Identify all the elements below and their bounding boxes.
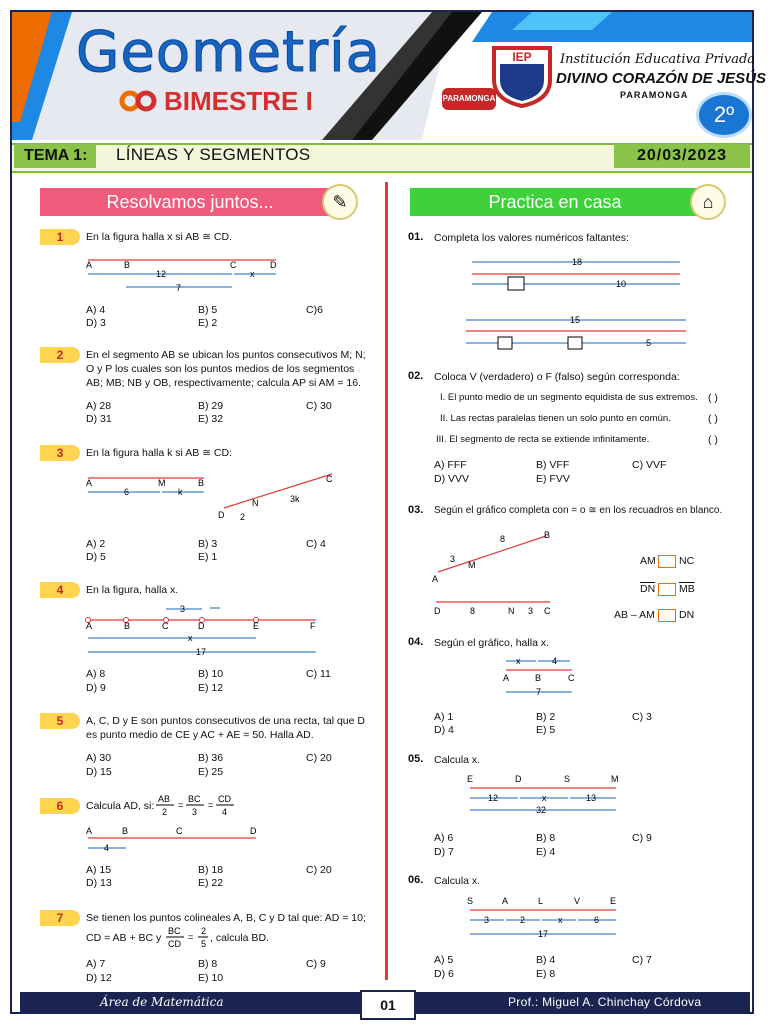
option[interactable]: A) 4 xyxy=(86,304,106,316)
point-label: S xyxy=(564,774,571,784)
section-title-right: Practica en casa xyxy=(410,188,700,216)
school-logo xyxy=(490,44,554,108)
option[interactable]: D) 9 xyxy=(86,682,106,694)
length-label: 15 xyxy=(570,315,581,325)
point-label: F xyxy=(310,621,316,631)
length-label: 4 xyxy=(552,656,558,666)
point-label: D xyxy=(434,606,441,616)
statement: II. Las rectas paralelas tienen un solo punto en común. xyxy=(440,413,671,424)
length-label: 2 xyxy=(240,512,246,522)
option[interactable]: A) 28 xyxy=(86,400,112,412)
point-label: A xyxy=(432,574,439,584)
point-label: N xyxy=(252,498,259,508)
segment-figure xyxy=(80,826,280,856)
segment-figure xyxy=(466,252,696,356)
option[interactable]: C) 4 xyxy=(306,538,326,550)
length-label: 7 xyxy=(176,283,182,293)
fraction-den: 5 xyxy=(201,939,207,949)
point-label: N xyxy=(508,606,515,616)
column-divider xyxy=(385,182,388,980)
option[interactable]: E) 12 xyxy=(198,682,224,694)
problem-number: 1 xyxy=(40,229,80,245)
option[interactable]: B) 3 xyxy=(198,538,218,550)
option[interactable]: A) 15 xyxy=(86,864,112,876)
option[interactable]: E) FVV xyxy=(536,473,570,485)
option[interactable]: D) 6 xyxy=(434,968,454,980)
problem-number: 02. xyxy=(408,370,424,382)
option[interactable]: A) 2 xyxy=(86,538,106,550)
problem-text: Calcula x. xyxy=(434,875,481,887)
point-label: C xyxy=(230,260,237,270)
point-label: V xyxy=(574,896,581,906)
problem-text: Según el gráfico completa con = o ≅ en los recuadros en blanco. xyxy=(434,505,723,516)
length-label: 4 xyxy=(104,843,110,853)
option[interactable]: B) 36 xyxy=(198,752,224,764)
point-label: A xyxy=(86,826,93,836)
option[interactable]: E) 25 xyxy=(198,766,224,778)
footer-teacher: Prof.: Miguel A. Chinchay Córdova xyxy=(508,995,702,1009)
answer-box[interactable] xyxy=(658,555,676,568)
option[interactable]: A) 6 xyxy=(434,832,454,844)
option[interactable]: C)6 xyxy=(306,304,323,316)
problem-text: En la figura halla k si AB ≅ CD: xyxy=(86,447,232,459)
relation-left: AM xyxy=(640,555,656,567)
option[interactable]: B) 29 xyxy=(198,400,224,412)
option[interactable]: C) 9 xyxy=(632,832,652,844)
option[interactable]: A) 7 xyxy=(86,958,106,970)
option[interactable]: E) 4 xyxy=(536,846,556,858)
length-label: 3 xyxy=(528,606,534,616)
option[interactable]: D) 31 xyxy=(86,413,112,425)
point-label: A xyxy=(86,621,93,631)
problem-text: En la figura halla x si AB ≅ CD. xyxy=(86,231,232,243)
point-label: B xyxy=(198,478,205,488)
option[interactable]: A) 8 xyxy=(86,668,106,680)
length-label: 12 xyxy=(488,793,499,803)
answer-box[interactable] xyxy=(658,609,676,622)
house-icon: ⌂ xyxy=(690,184,726,220)
option[interactable]: E) 8 xyxy=(536,968,556,980)
point-label: B xyxy=(124,260,131,270)
problem-text: Completa los valores numéricos faltantes: xyxy=(434,232,629,244)
length-label: 12 xyxy=(156,269,167,279)
point-label: A xyxy=(86,478,93,488)
option[interactable]: D) 15 xyxy=(86,766,112,778)
problem-text: CD = AB + BC y xyxy=(86,932,162,944)
option[interactable]: C) 9 xyxy=(306,958,326,970)
section-title-left: Resolvamos juntos... xyxy=(40,188,340,216)
option[interactable]: C) 30 xyxy=(306,400,332,412)
point-label: B xyxy=(124,621,131,631)
option[interactable]: D) 7 xyxy=(434,846,454,858)
school-town: PARAMONGA xyxy=(620,90,689,100)
option[interactable]: C) 3 xyxy=(632,711,652,723)
segment-figure xyxy=(496,652,586,700)
point-label: B xyxy=(122,826,129,836)
fraction-num: CD xyxy=(218,794,231,804)
problem-text: Coloca V (verdadero) o F (falso) según corresponda: xyxy=(434,371,680,383)
problem-number: 2 xyxy=(40,347,80,363)
option[interactable]: A) 1 xyxy=(434,711,454,723)
page-number: 01 xyxy=(360,990,416,1020)
point-label: D xyxy=(515,774,522,784)
length-label: x xyxy=(250,269,255,279)
option[interactable]: C) VVF xyxy=(632,459,667,471)
problem-text: Se tienen los puntos colineales A, B, C y D tal que: AD = 10; xyxy=(86,912,366,924)
point-label: E xyxy=(253,621,260,631)
problem-number: 01. xyxy=(408,231,424,243)
fraction-num: 2 xyxy=(201,926,207,936)
fraction-den: 4 xyxy=(222,807,228,817)
option[interactable]: E) 32 xyxy=(198,413,224,425)
option[interactable]: B) 5 xyxy=(198,304,218,316)
school-subtitle: Institución Educativa Privada xyxy=(560,52,756,67)
fraction-num: AB xyxy=(158,794,171,804)
option[interactable]: E) 2 xyxy=(198,317,218,329)
fraction-num: BC xyxy=(188,794,201,804)
segment-figure xyxy=(430,526,590,618)
svg-text:IEP: IEP xyxy=(512,50,532,64)
fraction-den: CD xyxy=(168,939,181,949)
answer-paren[interactable]: ( ) xyxy=(708,392,718,404)
date-badge: 20/03/2023 xyxy=(614,144,750,168)
problem-number: 03. xyxy=(408,504,424,516)
point-label: M xyxy=(611,774,619,784)
svg-text:=: = xyxy=(188,932,194,942)
length-label: 6 xyxy=(594,915,600,925)
length-label: x xyxy=(188,633,193,643)
point-label: D xyxy=(218,510,225,520)
option[interactable]: D) 3 xyxy=(86,317,106,329)
length-label: 8 xyxy=(500,534,506,544)
point-label: M xyxy=(468,560,476,570)
segment-figure xyxy=(464,772,624,820)
point-label: E xyxy=(467,774,474,784)
infinity-icon xyxy=(118,90,158,112)
problem-number: 05. xyxy=(408,753,424,765)
option[interactable]: B) 8 xyxy=(198,958,218,970)
point-label: L xyxy=(538,896,544,906)
problem-text: En el segmento AB se ubican los puntos consecutivos M; N; O y P los cuales son los puntos medios de los segmentos AB; MB; NB y OB, respectivamente; calcula AP si AM = 16. xyxy=(86,349,366,389)
svg-text:=: = xyxy=(208,800,214,810)
option[interactable]: C) 20 xyxy=(306,864,332,876)
relation-right: $\overline{MB}$ xyxy=(679,583,695,595)
problem-number: 4 xyxy=(40,582,80,598)
point-label: A xyxy=(502,896,509,906)
statement: I. El punto medio de un segmento equidista de sus extremos. xyxy=(440,392,698,403)
point-label: A xyxy=(503,673,510,683)
length-label: 6 xyxy=(124,487,130,497)
problem-text: En la figura, halla x. xyxy=(86,584,179,596)
length-label: 10 xyxy=(616,279,627,289)
bimestre-label: BIMESTRE I xyxy=(164,86,313,116)
option[interactable]: C) 20 xyxy=(306,752,332,764)
answer-paren[interactable]: ( ) xyxy=(708,434,718,446)
point-label: C xyxy=(162,621,169,631)
option[interactable]: B) 10 xyxy=(198,668,224,680)
length-label: 3k xyxy=(290,494,300,504)
length-label: 3 xyxy=(484,915,490,925)
option[interactable]: B) 18 xyxy=(198,864,224,876)
length-label: x xyxy=(542,793,547,803)
point-label: M xyxy=(158,478,166,488)
point-label: D xyxy=(250,826,257,836)
option[interactable]: D) 5 xyxy=(86,551,106,563)
option[interactable]: B) 2 xyxy=(536,711,556,723)
length-label: 17 xyxy=(196,647,207,657)
option[interactable]: D) 4 xyxy=(434,724,454,736)
fraction-den: 3 xyxy=(192,807,198,817)
answer-box[interactable] xyxy=(658,583,676,596)
brand-logo: PARAMONGA xyxy=(442,88,496,110)
segment-figure xyxy=(464,894,624,944)
length-label: 13 xyxy=(586,793,597,803)
topic-label: TEMA 1: xyxy=(14,144,96,168)
page-title: Geometría xyxy=(76,20,381,85)
topic-title: LÍNEAS Y SEGMENTOS xyxy=(116,145,311,164)
length-label: 7 xyxy=(536,687,542,697)
length-label: 2 xyxy=(520,915,526,925)
footer-area: Área de Matemática xyxy=(100,995,224,1009)
problem-text: A, C, D y E son puntos consecutivos de una recta, tal que D es punto medio de CE y AC + AE = 50. Halla AD. xyxy=(86,715,365,741)
option[interactable]: C) 7 xyxy=(632,954,652,966)
school-name: DIVINO CORAZÓN DE JESÚS xyxy=(556,70,767,87)
point-label: C xyxy=(176,826,183,836)
option[interactable]: D) 12 xyxy=(86,972,112,984)
problem-text: Calcula x. xyxy=(434,754,481,766)
point-label: B xyxy=(544,530,551,540)
length-label: 17 xyxy=(538,929,549,939)
length-label: x xyxy=(516,656,521,666)
length-label: k xyxy=(178,487,183,497)
relation-right: DN xyxy=(679,609,695,621)
option[interactable]: B) VFF xyxy=(536,459,570,471)
option[interactable]: A) FFF xyxy=(434,459,467,471)
option[interactable]: D) 13 xyxy=(86,877,112,889)
problem-number: 5 xyxy=(40,713,80,729)
point-label: B xyxy=(535,673,542,683)
problem-number: 3 xyxy=(40,445,80,461)
problem-number: 06. xyxy=(408,874,424,886)
point-label: E xyxy=(610,896,617,906)
length-label: 18 xyxy=(572,257,583,267)
option[interactable]: A) 5 xyxy=(434,954,454,966)
segment-figure xyxy=(80,470,350,526)
option[interactable]: D) VVV xyxy=(434,473,470,485)
ratio-equation xyxy=(156,792,246,820)
option[interactable]: E) 10 xyxy=(198,972,224,984)
relation-left: AB – AM xyxy=(614,609,655,621)
problem-number: 6 xyxy=(40,798,80,814)
point-label: C xyxy=(326,474,333,484)
option[interactable]: E) 1 xyxy=(198,551,218,563)
grade-badge: 2º xyxy=(696,92,752,138)
point-label: C xyxy=(544,606,551,616)
problem-text: Calcula AD, si: xyxy=(86,800,155,812)
point-label: C xyxy=(568,673,575,683)
relation-right: NC xyxy=(679,555,695,567)
point-label: A xyxy=(86,260,93,270)
problem-number: 04. xyxy=(408,636,424,648)
statement: III. El segmento de recta se extiende infinitamente. xyxy=(436,434,650,445)
option[interactable]: E) 5 xyxy=(536,724,556,736)
option[interactable]: A) 30 xyxy=(86,752,112,764)
length-label: 8 xyxy=(470,606,476,616)
length-label: 3 xyxy=(180,604,186,614)
length-label: x xyxy=(558,915,563,925)
segment-figure xyxy=(80,254,290,296)
fraction-den: 2 xyxy=(162,807,168,817)
segment-figure xyxy=(80,602,330,662)
relation-left: $\overline{DN}$ xyxy=(640,583,656,595)
length-label: 5 xyxy=(646,338,652,348)
problem-text: , calcula BD. xyxy=(210,932,269,944)
point-label: D xyxy=(270,260,277,270)
length-label: 32 xyxy=(536,805,547,815)
problem-text: Según el gráfico, halla x. xyxy=(434,637,549,649)
option[interactable]: E) 22 xyxy=(198,877,224,889)
fraction-num: BC xyxy=(168,926,181,936)
problem-number: 7 xyxy=(40,910,80,926)
svg-text:=: = xyxy=(178,800,184,810)
option[interactable]: B) 4 xyxy=(536,954,556,966)
answer-paren[interactable]: ( ) xyxy=(708,413,718,425)
option[interactable]: C) 11 xyxy=(306,668,331,680)
pencil-icon: ✎ xyxy=(322,184,358,220)
point-label: D xyxy=(198,621,205,631)
point-label: S xyxy=(467,896,474,906)
option[interactable]: B) 8 xyxy=(536,832,556,844)
length-label: 3 xyxy=(450,554,456,564)
